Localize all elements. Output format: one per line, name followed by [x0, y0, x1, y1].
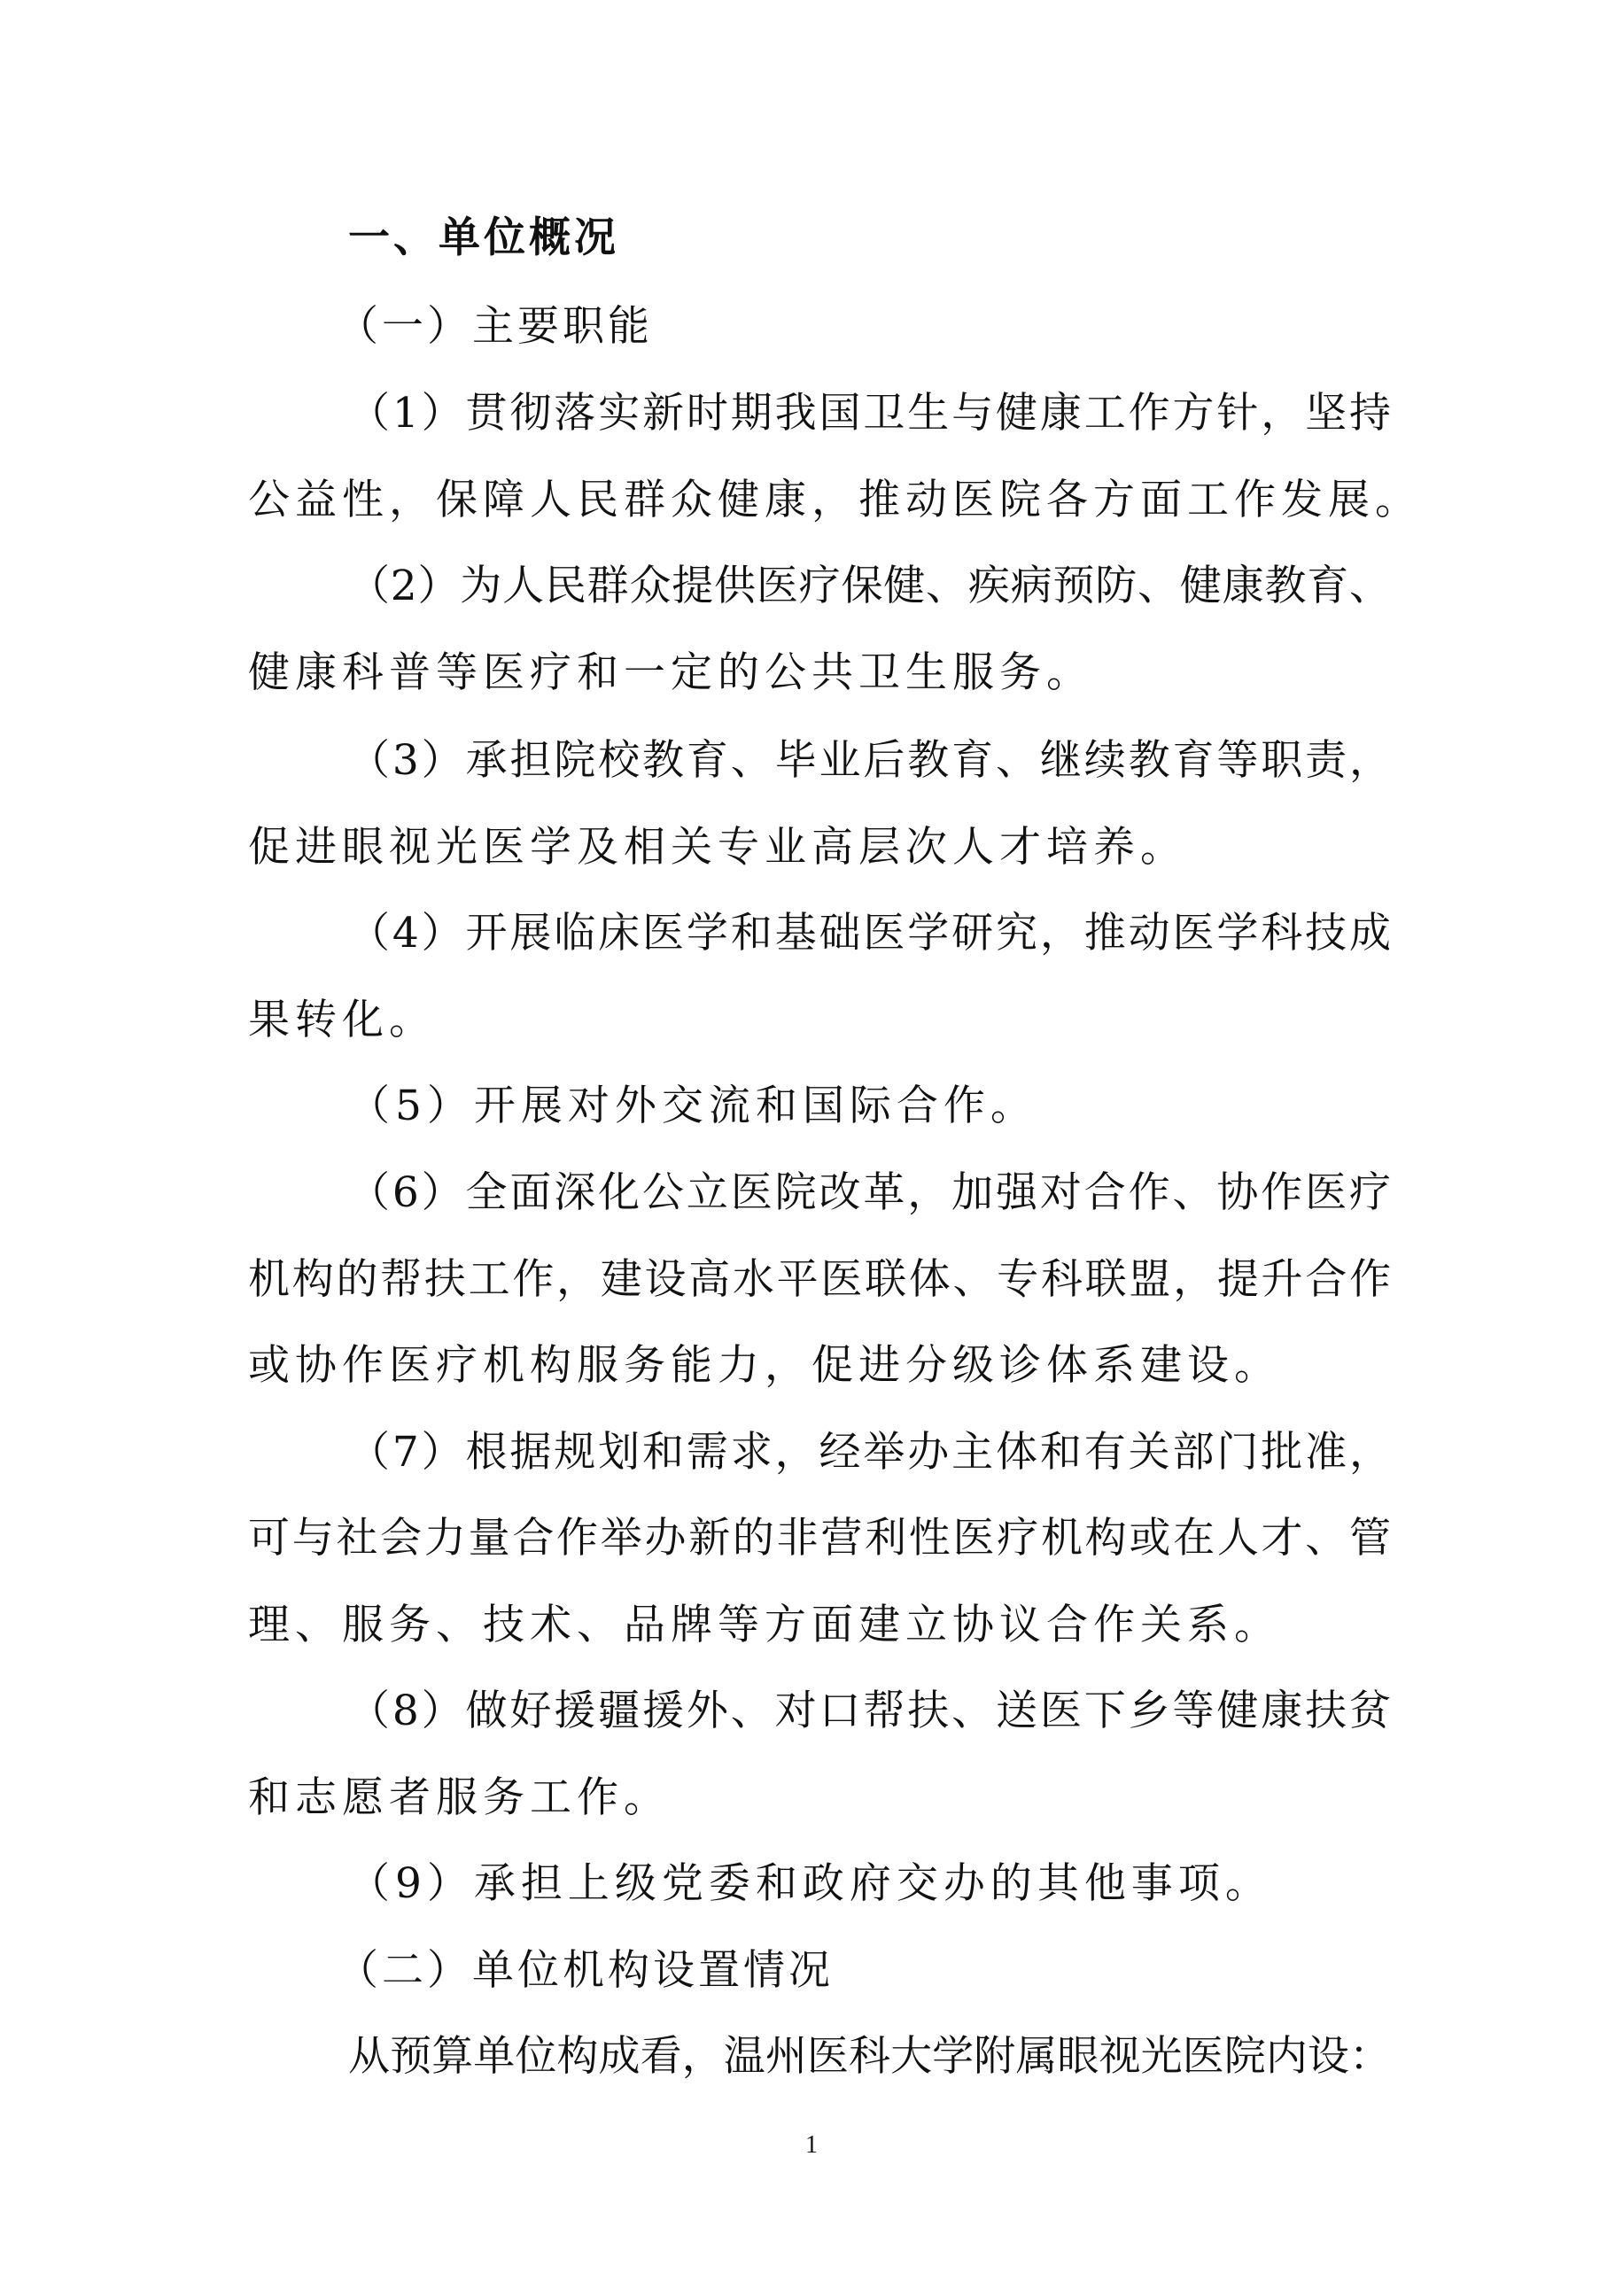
function-item-2-line-1: （2）为人民群众提供医疗保健、疾病预防、健康教育、: [348, 562, 1391, 610]
heading-main-functions: （一）主要职能: [337, 302, 653, 351]
function-item-2-line-2: 健康科普等医疗和一定的公共卫生服务。: [248, 648, 1093, 697]
function-item-4-line-2: 果转化。: [248, 996, 436, 1044]
function-item-3-line-1: （3）承担院校教育、毕业后教育、继续教育等职责，: [348, 736, 1391, 785]
function-item-6-line-2: 机构的帮扶工作，建设高水平医联体、专科联盟，提升合作: [248, 1255, 1391, 1304]
page-number: 1: [805, 2131, 818, 2159]
function-item-6-line-3: 或协作医疗机构服务能力，促进分级诊体系建设。: [248, 1341, 1281, 1390]
function-item-6-line-1: （6）全面深化公立医院改革，加强对合作、协作医疗: [348, 1168, 1391, 1217]
function-item-9: （9）承担上级党委和政府交办的其他事项。: [348, 1859, 1272, 1908]
function-item-8-line-1: （8）做好援疆援外、对口帮扶、送医下乡等健康扶贫: [348, 1687, 1391, 1735]
function-item-8-line-2: 和志愿者服务工作。: [248, 1773, 671, 1822]
function-item-1-line-1: （1）贯彻落实新时期我国卫生与健康工作方针，坚持: [348, 389, 1391, 438]
function-item-7-line-3: 理、服务、技术、品牌等方面建立协议合作关系。: [248, 1601, 1281, 1649]
function-item-7-line-2: 可与社会力量合作举办新的非营利性医疗机构或在人才、管: [248, 1514, 1391, 1563]
heading-organization-setup: （二）单位机构设置情况: [337, 1946, 834, 1995]
function-item-3-line-2: 促进眼视光医学及相关专业高层次人才培养。: [248, 823, 1187, 872]
function-item-4-line-1: （4）开展临床医学和基础医学研究，推动医学科技成: [348, 909, 1391, 958]
function-item-7-line-1: （7）根据规划和需求，经举办主体和有关部门批准，: [348, 1428, 1391, 1477]
organization-setup-text: 从预算单位构成看，温州医科大学附属眼视光医院内设：: [348, 2032, 1391, 2081]
function-item-1-line-2: 公益性，保障人民群众健康，推动医院各方面工作发展。: [248, 476, 1422, 524]
function-item-5: （5）开展对外交流和国际合作。: [348, 1082, 1037, 1130]
heading-unit-overview: 一、单位概况: [348, 213, 619, 262]
